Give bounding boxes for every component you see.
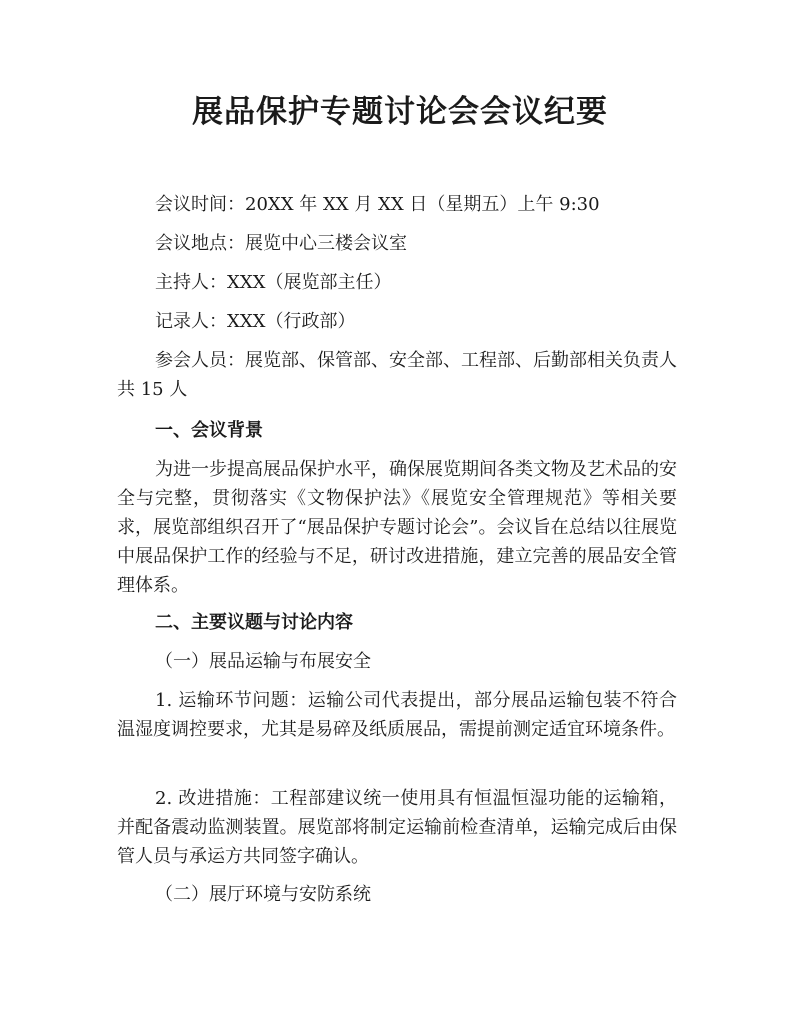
meeting-time: 会议时间：20XX 年 XX 月 XX 日（星期五）上午 9:30: [155, 194, 600, 215]
meeting-location: 会议地点：展览中心三楼会议室: [155, 233, 407, 254]
section-heading-background: 一、会议背景: [155, 420, 263, 441]
subsection-heading-transport: （一）展品运输与布展安全: [155, 651, 371, 672]
document-title: 展品保护专题讨论会会议纪要: [192, 94, 608, 130]
meeting-attendees: 参会人员：展览部、保管部、安全部、工程部、后勤部相关负责人共 15 人: [117, 350, 677, 400]
section-body-background: 为进一步提高展品保护水平，确保展览期间各类文物及艺术品的安全与完整，贯彻落实《文物保护法》《展览安全管理规范》等相关要求，展览部组织召开了“展品保护专题讨论会”。会议旨在总结以往展览中展品保护工作的经验与不足，研讨改进措施，建立完善的展品安全管理体系。: [117, 459, 677, 596]
list-item-improvement: 2. 改进措施：工程部建议统一使用具有恒温恒湿功能的运输箱，并配备震动监测装置。展览部将制定运输前检查清单，运输完成后由保管人员与承运方共同签字确认。: [117, 788, 677, 867]
meeting-host: 主持人：XXX（展览部主任）: [155, 272, 392, 293]
meeting-recorder: 记录人：XXX（行政部）: [155, 311, 356, 332]
subsection-heading-environment: （二）展厅环境与安防系统: [155, 884, 371, 905]
list-item-transport-issue: 1. 运输环节问题：运输公司代表提出，部分展品运输包装不符合温湿度调控要求，尤其是易碎及纸质展品，需提前测定适宜环境条件。: [117, 690, 677, 740]
section-heading-topics: 二、主要议题与讨论内容: [155, 612, 353, 633]
